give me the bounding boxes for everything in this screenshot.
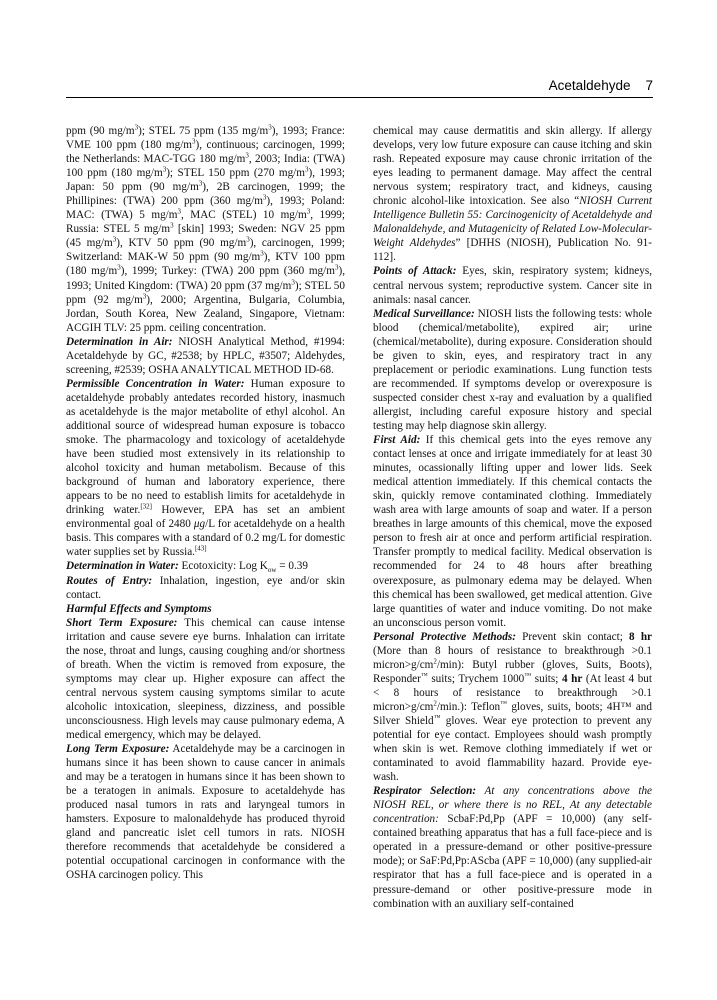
water-concentration-heading: Permissible Concentration in Water: bbox=[66, 377, 245, 390]
points-of-attack-paragraph: Points of Attack: Eyes, skin, respiratory system; kidneys, central nervous system; reproductive system. Cancer site in animals: nasal cancer. bbox=[373, 265, 652, 306]
routes-of-entry-paragraph: Routes of Entry: Inhalation, ingestion, eye and/or skin contact. bbox=[66, 574, 345, 601]
right-column bbox=[373, 124, 652, 911]
harmful-effects-heading: Harmful Effects and Symptoms bbox=[66, 602, 212, 615]
running-head bbox=[549, 78, 653, 93]
page-header bbox=[66, 76, 653, 96]
niosh-bulletin-citation: NIOSH Current Intelligence Bulletin 55: Carcinogenicity of Acetaldehyde and Malonaldehyde, and Mutagenicity of Related Low-Molecular-Weight Aldehydes bbox=[373, 195, 652, 250]
routes-of-entry-heading: Routes of Entry: bbox=[66, 574, 153, 587]
respirator-selection-heading: Respirator Selection: bbox=[373, 785, 477, 798]
points-of-attack-heading: Points of Attack: bbox=[373, 265, 457, 278]
short-term-exposure-heading: Short Term Exposure: bbox=[66, 616, 178, 629]
short-term-exposure-paragraph: Short Term Exposure: This chemical can cause intense irritation and cause severe eye burns. Inhalation can irritate the nose, throat and lungs, causing coughing and/or shortness of breath. When the victim is removed from exposure, the symptoms may clear up. Higher exposure can affect the central nervous system causing symptoms similar to acute alcoholic intoxication, sleepiness, dizziness, and possible unconsciousness. High levels may cause pulmonary edema, A medical emergency, which may be delayed. bbox=[66, 616, 345, 742]
determination-in-air-paragraph: Determination in Air: NIOSH Analytical Method, #1994: Acetaldehyde by GC, #2538; by HPLC, #3507; Aldehydes, screening, #2539; OSHA ANALYTICAL METHOD ID-68. bbox=[66, 335, 345, 376]
long-term-continued-paragraph: chemical may cause dermatitis and skin allergy. If allergy develops, very low future exposure can cause itching and skin rash. Repeated exposure may cause chronic irritation of the eyes leading to permanent damage. May affect the central nervous system; respiratory tract, and kidneys, causing chronic alcohol-like intoxication. See also “NIOSH Current Intelligence Bulletin 55: Carcinogenicity of Acetaldehyde and Malonaldehyde, and Mutagenicity of Related Low-Molecular-Weight Aldehydes” [DHHS (NIOSH), Publication No. 91-112]. bbox=[373, 125, 652, 264]
first-aid-paragraph: First Aid: If this chemical gets into the eyes remove any contact lenses at once and irrigate immediately for at least 30 minutes, ocassionally lifting upper and lower lids. Seek medical attention immediately. If this chemical contacts the skin, quickly remove contaminated clothing. Immediately wash area with large amounts of soap and water. If a person breathes in large amounts of this chemical, move the exposed person to fresh air at once and perform artificial respiration. Transfer promptly to medical facility. Medical observation is recommended for 24 to 48 hours after breathing overexposure, as pulmonary edema may be delayed. When this chemical has been swallowed, get medical attention. Give large quantities of water and induce vomiting. Do not make an unconscious person vomit. bbox=[373, 434, 652, 629]
running-head-title: Acetaldehyde bbox=[548, 78, 631, 93]
determination-in-air-heading: Determination in Air: bbox=[66, 335, 173, 348]
determination-in-water-heading: Determination in Water: bbox=[66, 560, 179, 573]
first-aid-heading: First Aid: bbox=[373, 434, 421, 447]
medical-surveillance-heading: Medical Surveillance: bbox=[373, 307, 475, 320]
long-term-exposure-paragraph: Long Term Exposure: Acetaldehyde may be a carcinogen in humans since it has been shown to cause cancer in animals and may be a teratogen in humans since it has been shown to be a teratogen in animals. Exposure to acetaldehyde has produced nasal tumors in rats and laryngeal tumors in hamsters. Exposure to malonaldehyde has produced thyroid gland and pancreatic islet cell tumors in rats. NIOSH therefore recommends that acetaldehyde be considered a potential occupational carcinogen in conformance with the OSHA carcinogen policy. This bbox=[66, 743, 345, 882]
page-number: 7 bbox=[645, 78, 653, 93]
respirator-selection-paragraph: Respirator Selection: At any concentrations above the NIOSH REL, or where there is no REL, At any detectable concentration: ScbaF:Pd,Pp (APF = 10,000) (any self-contained breathing apparatus that has a full face-piece and is operated in a pressure-demand or other positive-pressure mode); or SaF:Pd,Pp:AScba (APF = 10,000) (any supplied-air respirator that has a full face-piece and is operated in a pressure-demand or other positive-pressure mode in combination with an auxiliary self-contained bbox=[373, 785, 652, 910]
exposure-limits-paragraph: ppm (90 $mg/m^3$); STEL 75 ppm (135 $mg/m^3$), 1993; France: VME 100 ppm (180 $mg/m^3$), continuous; carcinogen, 1999; the Netherlands: MAC-TGG 180 $mg/m^3$, 2003; India: (TWA) 100 ppm (180 $mg/m^3$); STEL 150 ppm (270 $mg/m^3$), 1993; Japan: 50 ppm (90 $mg/m^3$), 2B carcinogen, 1999; the Phillipines: (TWA) 200 ppm (360 $mg/m^3$), 1993; Poland: MAC: (TWA) 5 $mg/m^3$, MAC (STEL) 10 $mg/m^3$, 1999; Russia: STEL 5 $mg/m^3$ [skin] 1993; Sweden: NGV 25 ppm (45 $mg/m^3$), KTV 50 ppm (90 $mg/m^3$), carcinogen, 1999; Switzerland: MAK-W 50 ppm (90 $mg/m^3$), KTV 100 ppm (180 $mg/m^3$), 1999; Turkey: (TWA) 200 ppm (360 $mg/m^3$), 1993; United Kingdom: (TWA) 20 ppm (37 $mg/m^3$); STEL 50 ppm (92 $mg/m^3$), 2000; Argentina, Bulgaria, Columbia, Jordan, South Korea, New Zealand, Singapore, Vietnam: ACGIH TLV: 25 ppm. ceiling concentration. bbox=[66, 123, 346, 334]
protective-methods-heading: Personal Protective Methods: bbox=[373, 630, 516, 643]
protective-methods-paragraph: Personal Protective Methods: Prevent skin contact; 8 hr (More than 8 hours of resistance to breakthrough >0.1 $micron>g/cm^2/\min$): Butyl rubber (gloves, Suits, Boots), Responder™ suits; Trychem 1000™ suits; 4 hr (At least 4 but < 8 hours of resistance to breakthrough >0.1 $micron>g/cm^2/\min$.): Teflon™ gloves, suits, boots; 4H™ and Silver Shield™ gloves. Wear eye protection to prevent any potential for eye contact. Employees should wash promptly when skin is wet. Remove clothing immediately if wet or contaminated to avoid flammability hazard. Provide eye-wash. bbox=[373, 630, 653, 784]
water-concentration-paragraph: Permissible Concentration in Water: Human exposure to acetaldehyde probably antedates recorded history, inasmuch as acetaldehyde is the major metabolite of ethyl alcohol. An additional source of widespread human exposure is tobacco smoke. The pharmacology and toxicology of acetaldehyde have been studied most extensively in its relationship to alcohol toxicity and human metabolism. Because of this background of human and laboratory experience, there appears to be no need to establish limits for acetaldehyde in drinking water.[32] However, EPA has set an ambient environmental goal of 2480 μg/L for acetaldehyde on a health basis. This compares with a standard of 0.2 mg/L for domestic water supplies set by Russia.[43] bbox=[66, 377, 346, 559]
medical-surveillance-paragraph: Medical Surveillance: NIOSH lists the following tests: whole blood (chemical/metabolite), expired air; urine (chemical/metabolite), during exposure. Consideration should be given to skin, eyes, and respiratory tract in any preplacement or periodic examinations. Lung function tests are recommended. If symptoms develop or overexposure is suspected consider chest x-ray and evaluation by a qualified allergist, including careful exposure history and special testing may help diagnose skin allergy. bbox=[373, 307, 652, 432]
header-rule bbox=[66, 97, 653, 98]
left-column bbox=[66, 124, 345, 883]
long-term-exposure-heading: Long Term Exposure: bbox=[66, 743, 170, 756]
determination-in-water-paragraph: Determination in Water: Ecotoxicity: Log $K_{ow} = 0.39$ bbox=[66, 560, 308, 575]
